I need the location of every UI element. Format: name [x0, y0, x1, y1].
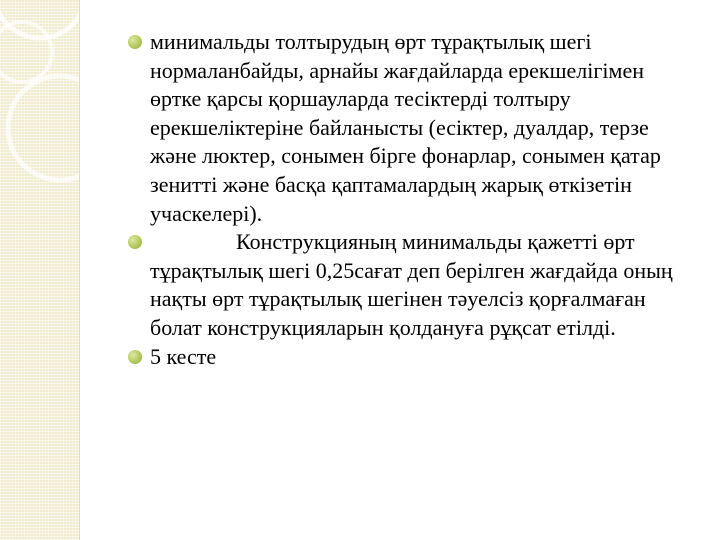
bullet-dot-icon: [128, 35, 142, 49]
bullet-dot-icon: [128, 350, 142, 364]
steel-note-text: Конструкцияның минимальды қажетті өрт тұрақтылық шегі 0,25сағат деп берілген жағдайда оның нақты өрт тұрақтылық шегінен тәуелсіз қорғалмаған болат конструкцияларын қолдануға рұқсат етілді.: [150, 229, 673, 340]
bullet-item-steel-note: [128, 228, 700, 342]
bullet-dot-icon: [128, 235, 142, 249]
bullet-item-table-ref: [128, 343, 700, 372]
bullet-text-fill-note: минимальды толтырудың өрт тұрақтылық шегі нормаланбайды, арнайы жағдайларда ерекшелігімен өртке қарсы қоршауларда тесіктерді толтыру ерекшеліктеріне байланысты (есіктер, дуалдар, терзе және люктер, сонымен бірге фонарлар, сонымен қатар зенитті және басқа қаптамалардың жарық өткізетін учаскелері).: [150, 29, 661, 226]
bullet-text-table-ref: 5 кесте: [150, 343, 217, 369]
bullet-list: [128, 28, 700, 371]
bullet-item-fill-note: [128, 28, 700, 228]
decorative-side-band: [0, 0, 80, 540]
bullet-text-steel-note: [150, 228, 700, 342]
decorative-circles-ornament: [0, 0, 79, 200]
